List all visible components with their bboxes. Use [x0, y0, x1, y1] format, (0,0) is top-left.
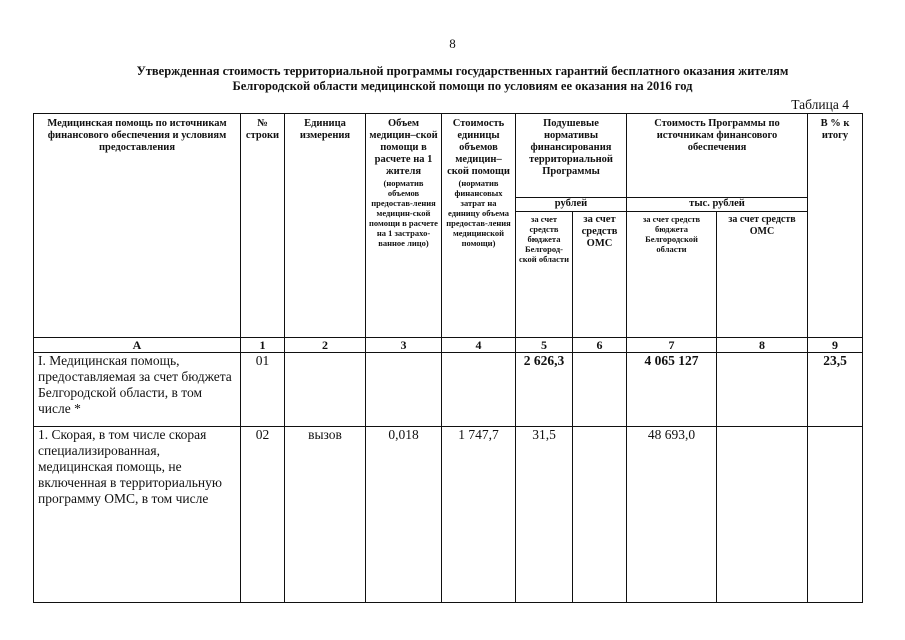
column-number: 5	[516, 338, 573, 353]
row-volume: 0,018	[366, 427, 442, 603]
column-number: 7	[627, 338, 717, 353]
table-label: Таблица 4	[791, 97, 849, 112]
column-number: 3	[366, 338, 442, 353]
column-number: 4	[442, 338, 516, 353]
header-unit-cost	[442, 114, 516, 338]
row-per-capita-oms	[573, 427, 627, 603]
header-volume-main: Объем медицин–ской помощи в расчете на 1 жителя	[369, 118, 438, 177]
column-number: 2	[285, 338, 366, 353]
header-volume-sub: (норматив объемов предостав-ления медицин-ской помощи в расчете на 1 застрахо-ванное лицо)	[369, 178, 438, 248]
row-total-budget: 48 693,0	[627, 427, 717, 603]
row-line-number: 01	[241, 353, 285, 427]
header-volume	[366, 114, 442, 338]
header-total-budget: за счет средств бюджета Белгородской области	[627, 212, 717, 338]
row-name: 1. Скорая, в том числе скорая специализированная, медицинская помощь, не включенная в территориальную программу ОМС, в том числе	[34, 427, 241, 603]
header-unit-cost-sub: (норматив финансовых затрат на единицу объема предостав-ления медицинской помощи)	[446, 178, 511, 248]
header-medical-care: Медицинская помощь по источникам финансового обеспечения и условиям предоставления	[34, 114, 241, 338]
column-number: 1	[241, 338, 285, 353]
table-row	[34, 427, 863, 603]
column-number: 9	[808, 338, 863, 353]
row-unit-cost	[442, 353, 516, 427]
header-line-number: № строки	[241, 114, 285, 338]
row-percent	[808, 427, 863, 603]
cost-table	[33, 113, 863, 603]
table-row	[34, 353, 863, 427]
column-number: 6	[573, 338, 627, 353]
row-per-capita-budget: 2 626,3	[516, 353, 573, 427]
row-unit: вызов	[285, 427, 366, 603]
row-total-oms	[717, 427, 808, 603]
row-line-number: 02	[241, 427, 285, 603]
header-program-cost-unit: тыс. рублей	[627, 198, 808, 212]
column-number: 8	[717, 338, 808, 353]
row-unit-cost: 1 747,7	[442, 427, 516, 603]
row-unit	[285, 353, 366, 427]
row-name: I. Медицинская помощь, предоставляемая за счет бюджета Белгородской области, в том числе *	[34, 353, 241, 427]
row-volume	[366, 353, 442, 427]
header-total-oms: за счет средств ОМС	[717, 212, 808, 338]
header-percent: В % к итогу	[808, 114, 863, 338]
header-per-capita: Подушевые нормативы финансирования территориальной Программы	[516, 114, 627, 198]
header-program-cost: Стоимость Программы по источникам финансового обеспечения	[627, 114, 808, 198]
header-per-capita-unit: рублей	[516, 198, 627, 212]
header-unit-cost-main: Стоимость единицы объемов медицин– ской помощи	[447, 118, 510, 177]
header-per-capita-oms: за счет средств ОМС	[573, 212, 627, 338]
page-number: 8	[449, 36, 456, 51]
header-unit: Единица измерения	[285, 114, 366, 338]
column-number: А	[34, 338, 241, 353]
row-total-budget: 4 065 127	[627, 353, 717, 427]
row-per-capita-oms	[573, 353, 627, 427]
column-numbers-row	[34, 338, 863, 353]
row-total-oms	[717, 353, 808, 427]
row-percent: 23,5	[808, 353, 863, 427]
row-per-capita-budget: 31,5	[516, 427, 573, 603]
header-per-capita-budget: за счет средств бюджета Белгород-ской области	[516, 212, 573, 338]
title-line-2: Белгородской области медицинской помощи по условиям ее оказания на 2016 год	[232, 79, 693, 93]
title-line-1: Утвержденная стоимость территориальной программы государственных гарантий бесплатного оказания жителям	[136, 64, 789, 78]
document-title	[40, 64, 885, 94]
